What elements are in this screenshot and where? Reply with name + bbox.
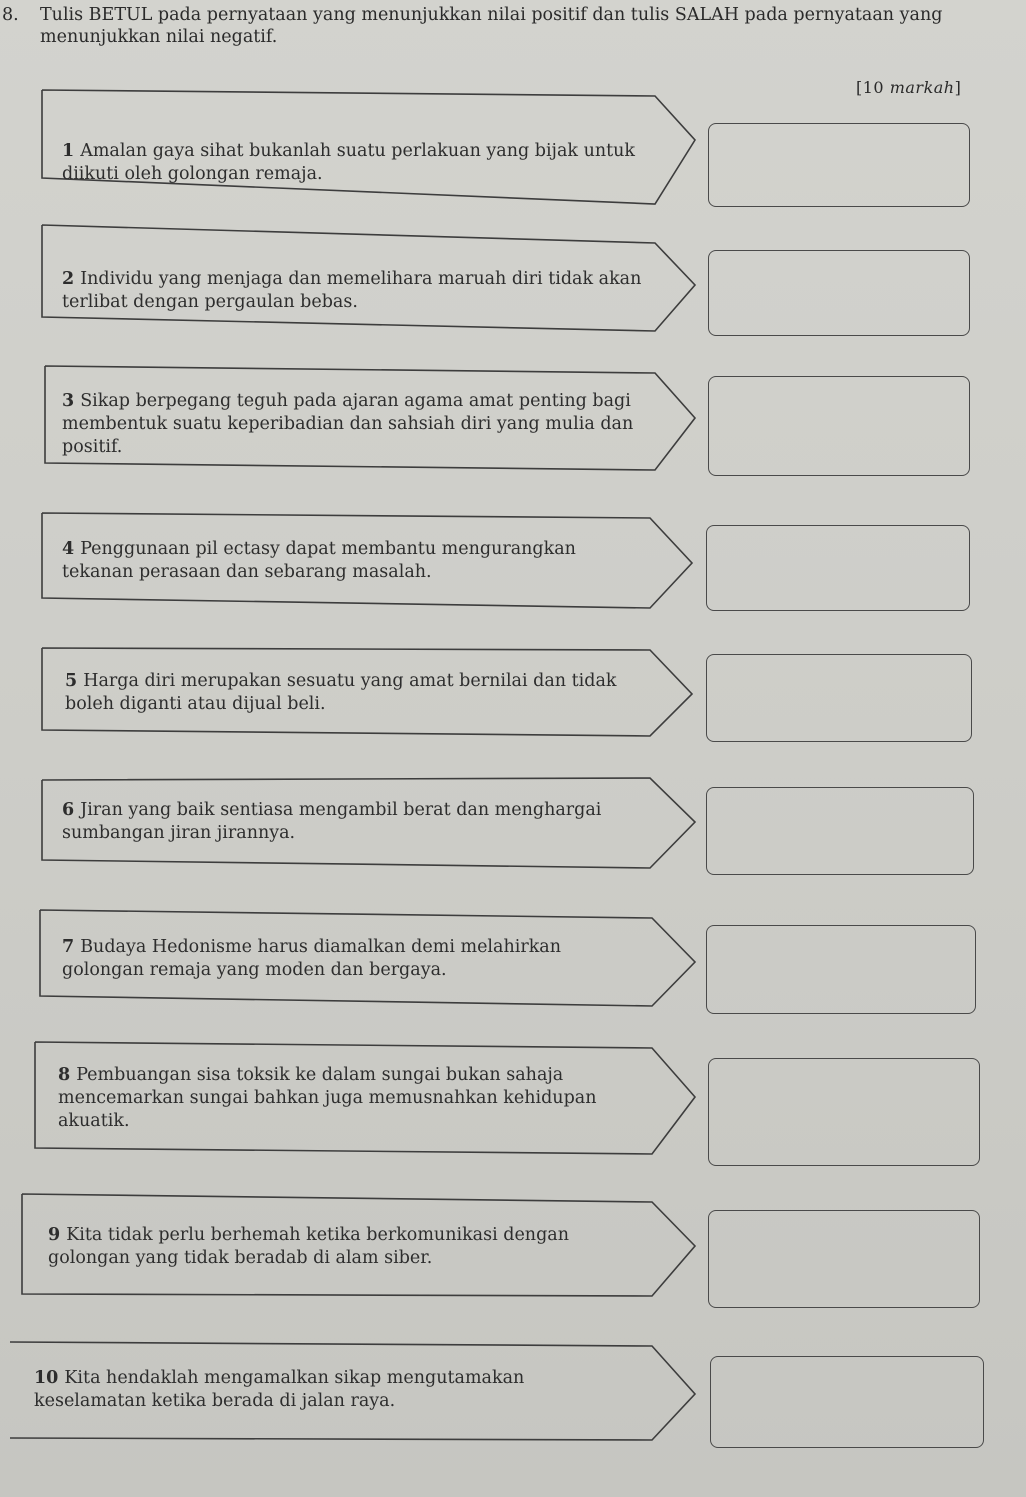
answer-box-2[interactable] (708, 250, 970, 336)
question-number: 8. (2, 5, 19, 25)
statement-body: Harga diri merupakan sesuatu yang amat bernilai dan tidak boleh diganti atau dijual beli. (65, 671, 617, 714)
marks-unit: markah (889, 78, 955, 97)
answer-box-10[interactable] (710, 1356, 984, 1448)
statement-row-3 (0, 358, 1026, 468)
statement-number: 7 (62, 937, 75, 957)
answer-box-9[interactable] (708, 1210, 980, 1308)
statement-number: 10 (34, 1368, 59, 1388)
statement-text (48, 1224, 608, 1270)
statement-number: 6 (62, 800, 75, 820)
statement-text (58, 1064, 643, 1133)
statement-number: 1 (62, 141, 75, 161)
statement-body: Individu yang menjaga dan memelihara maruah diri tidak akan terlibat dengan pergaulan bebas. (62, 269, 642, 312)
answer-box-6[interactable] (706, 787, 974, 875)
statement-text (62, 538, 622, 584)
statement-text (34, 1367, 594, 1413)
statement-text (62, 390, 642, 459)
statement-text (62, 140, 652, 186)
statement-body: Budaya Hedonisme harus diamalkan demi melahirkan golongan remaja yang moden dan bergaya. (62, 937, 562, 980)
statement-number: 9 (48, 1225, 61, 1245)
statement-text (62, 799, 632, 845)
statement-body: Sikap berpegang teguh pada ajaran agama amat penting bagi membentuk suatu keperibadian dan sahsiah diri yang mulia dan positif. (62, 391, 634, 457)
statement-row-9 (0, 1194, 1026, 1304)
statement-body: Pembuangan sisa toksik ke dalam sungai bukan sahaja mencemarkan sungai bahkan juga memusnahkan kehidupan akuatik. (58, 1065, 597, 1131)
statement-row-10 (0, 1342, 1026, 1452)
statement-body: Amalan gaya sihat bukanlah suatu perlakuan yang bijak untuk diikuti oleh golongan remaja. (62, 141, 636, 184)
statement-body: Kita tidak perlu berhemah ketika berkomunikasi dengan golongan yang tidak beradab di alam siber. (48, 1225, 569, 1268)
statement-row-2 (0, 225, 1026, 335)
statement-body: Kita hendaklah mengamalkan sikap mengutamakan keselamatan ketika berada di jalan raya. (34, 1368, 525, 1411)
statement-row-5 (0, 642, 1026, 752)
statement-row-7 (0, 910, 1026, 1020)
statement-text (62, 268, 662, 314)
answer-box-8[interactable] (708, 1058, 980, 1166)
instruction-text: Tulis BETUL pada pernyataan yang menunjukkan nilai positif dan tulis SALAH pada pernyataan yang menunjukkan nilai negatif. (40, 5, 943, 47)
answer-box-3[interactable] (708, 376, 970, 476)
statement-row-8 (0, 1042, 1026, 1152)
statement-row-6 (0, 772, 1026, 882)
marks-bracket-close: ] (954, 78, 962, 97)
statement-number: 8 (58, 1065, 71, 1085)
statement-number: 4 (62, 539, 75, 559)
statement-text (65, 670, 625, 716)
marks-value: 10 (862, 78, 890, 97)
statement-number: 3 (62, 391, 75, 411)
answer-box-1[interactable] (708, 123, 970, 207)
statement-text (62, 936, 602, 982)
statement-number: 5 (65, 671, 78, 691)
marks-bracket-open: [ (856, 78, 863, 97)
statement-row-1 (0, 90, 1026, 200)
answer-box-7[interactable] (706, 925, 976, 1014)
statement-row-4 (0, 508, 1026, 618)
answer-box-5[interactable] (706, 654, 972, 742)
statement-number: 2 (62, 269, 75, 289)
answer-box-4[interactable] (706, 525, 970, 611)
statement-body: Jiran yang baik sentiasa mengambil berat dan menghargai sumbangan jiran jirannya. (62, 800, 602, 843)
statement-body: Penggunaan pil ectasy dapat membantu mengurangkan tekanan perasaan dan sebarang masalah. (62, 539, 576, 582)
